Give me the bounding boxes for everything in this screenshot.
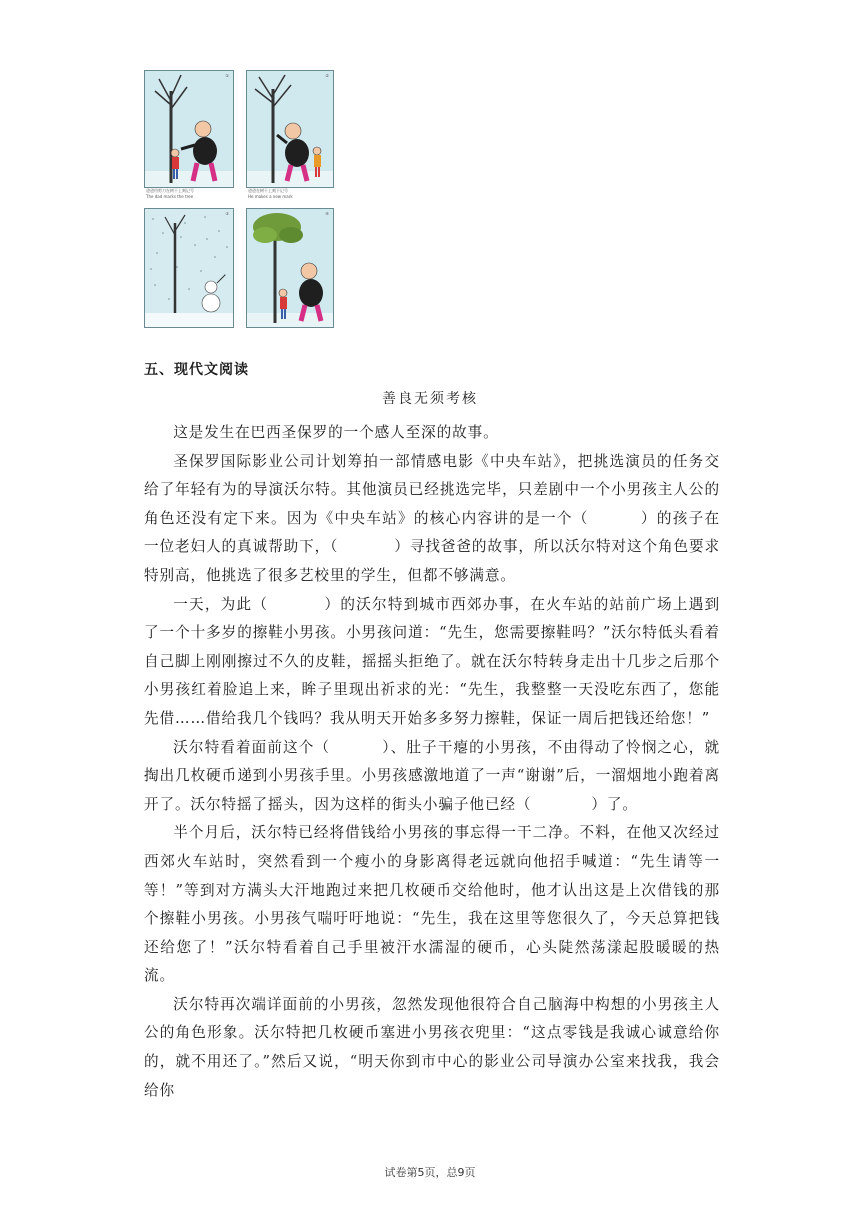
comic-panel-4 xyxy=(246,208,334,328)
section-title: 五、现代文阅读 xyxy=(144,362,249,378)
paragraph-4-part-3: ）了。 xyxy=(591,795,638,813)
comic-panel-3-number: ③ xyxy=(225,211,229,216)
comic-panel-2-drawing xyxy=(247,71,333,187)
comic-panel-4-drawing xyxy=(247,209,333,327)
paragraph-4-part-2: ）、肚子干瘪的小男孩，不由得动了怜悯之心，就掏出几枚硬币递到小男孩手里。小男孩感激地道了一声“谢谢”后，一溜烟地小跑着离开了。沃尔特摇了摇头，因为这样的街头小骗子他已经（ xyxy=(144,738,720,813)
comic-panel-3 xyxy=(144,208,234,328)
paragraph-1: 这是发生在巴西圣保罗的一个感人至深的故事。 xyxy=(173,424,499,441)
comic-panel-1 xyxy=(144,70,234,188)
paragraph-3-part-1: 一天，为此（ xyxy=(173,595,269,613)
paragraph-5: 半个月后，沃尔特已经将借钱给小男孩的事忘得一干二净。不料，在他又次经过西郊火车站时，突然看到一个瘦小的身影离得老远就向他招手喊道：“先生请等一等！”等到对方满头大汗地跑过来把几枚硬币交给他时，他才认出这是上次借钱的那个擦鞋小男孩。小男孩气喘吁吁地说：“先生，我在这里等您很久了，今天总算把钱还给您了！”沃尔特看着自己手里被汗水濡湿的硬币，心头陡然荡漾起股暖暖的热流。 xyxy=(144,824,720,985)
comic-panel-2-caption-en: He makes a new mark xyxy=(248,194,293,199)
comic-panel-1-drawing xyxy=(145,71,233,187)
paragraph-2 xyxy=(144,448,720,591)
comic-panel-2-number: ② xyxy=(325,73,329,78)
paragraph-4 xyxy=(144,734,720,820)
paragraph-3 xyxy=(144,591,720,734)
paragraph-6: 沃尔特再次端详面前的小男孩，忽然发现他很符合自己脑海中构想的小男孩主人公的角色形象。沃尔特把几枚硬币塞进小男孩衣兜里：“这点零钱是我诚心诚意给你的，就不用还了。”然后又说，“明天你到市中心的影业公司导演办公室来找我，我会给你 xyxy=(144,995,720,1099)
article-body xyxy=(144,419,720,1105)
comic-panel-1-caption: 爸爸用剪刀在树干上刻记号 xyxy=(146,188,194,193)
comic-panel-2 xyxy=(246,70,334,188)
paragraph-2-part-2: ）的孩子在一位老妇人的真诚帮助下，（ xyxy=(144,509,720,556)
paragraph-4-part-1: 沃尔特看着面前这个（ xyxy=(173,738,331,756)
comic-panel-4-number: ④ xyxy=(325,211,329,216)
page-footer: 试卷第5页，总9页 xyxy=(384,1166,476,1179)
paragraph-2-part-3: ）寻找爸爸的故事，所以沃尔特对这个角色要求特别高，他挑选了很多艺校里的学生，但都不够满意。 xyxy=(144,538,720,584)
comic-panel-1-caption-en: The dad marks the tree xyxy=(146,194,194,199)
comic-panel-3-drawing xyxy=(145,209,233,327)
comic-panel-1-number: ① xyxy=(225,73,229,78)
article-title: 善良无须考核 xyxy=(382,391,478,407)
paragraph-3-part-2: ）的沃尔特到城市西郊办事，在火车站的站前广场上遇到了一个十多岁的擦鞋小男孩。小男孩问道：“先生，您需要擦鞋吗？”沃尔特低头看着自己脚上刚刚擦过不久的皮鞋，摇摇头拒绝了。就在沃尔特转身走出十几步之后那个小男孩红着脸追上来，眸子里现出祈求的光：“先生，我整整一天没吃东西了，您能先借……借给我几个钱吗？我从明天开始多多努力擦鞋，保证一周后把钱还给您！” xyxy=(144,595,720,727)
paragraph-2-part-1: 圣保罗国际影业公司计划筹拍一部情感电影《中央车站》，把挑选演员的任务交给了年轻有为的导演沃尔特。其他演员已经挑选完毕，只差剧中一个小男孩主人公的角色还没有定下来。因为《中央车站》的核心内容讲的是一个（ xyxy=(144,452,720,527)
comic-panel-2-caption: 爸爸在树干上刻下记号 xyxy=(248,188,288,193)
